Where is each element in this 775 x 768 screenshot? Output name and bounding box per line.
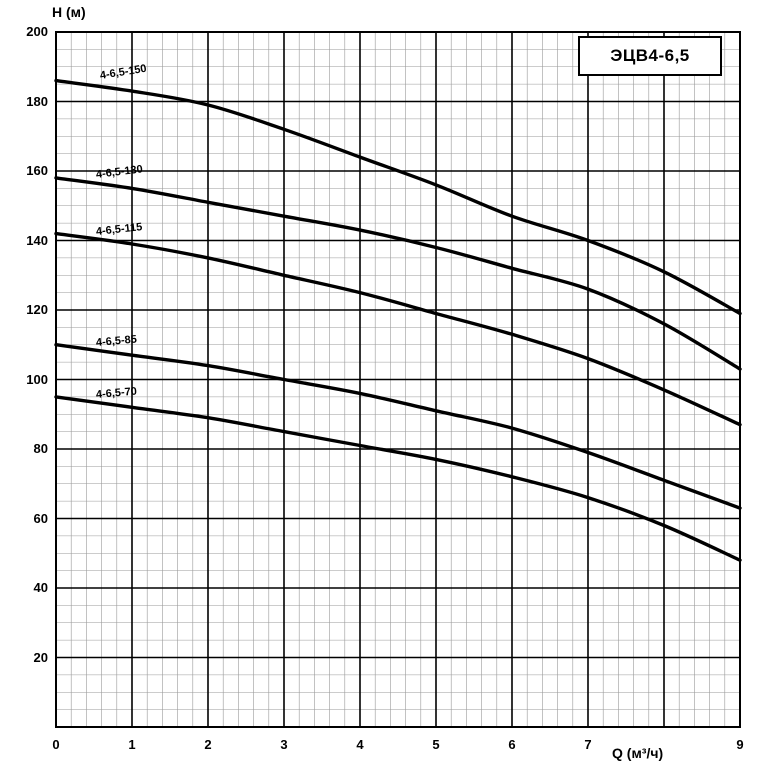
x-tick-5: 5	[432, 737, 440, 752]
curve-label-4-6,5-150: 4-6,5-150	[98, 63, 148, 83]
x-tick-0: 0	[52, 737, 60, 752]
model-legend-label: ЭЦВ4-6,5	[610, 46, 690, 65]
x-tick-4: 4	[356, 737, 364, 752]
curve-2	[56, 178, 740, 369]
x-tick-7: 7	[584, 737, 592, 752]
y-tick-60: 60	[33, 510, 48, 526]
y-tick-80: 80	[33, 441, 48, 456]
curve-label-4-6,5-130: 4-6,5-130	[95, 163, 144, 182]
y-tick-160: 160	[26, 163, 48, 178]
y-tick-180: 180	[26, 93, 48, 109]
y-tick-40: 40	[33, 580, 48, 595]
y-tick-140: 140	[26, 232, 48, 248]
y-tick-120: 120	[26, 302, 48, 317]
x-tick-1: 1	[128, 737, 136, 752]
y-tick-200: 200	[26, 24, 48, 39]
curve-label-4-6,5-85: 4-6,5-85	[95, 333, 138, 349]
curve-label-4-6,5-70: 4-6,5-70	[95, 385, 138, 402]
curve-label-4-6,5-115: 4-6,5-115	[95, 220, 143, 238]
x-tick-3: 3	[280, 737, 288, 752]
curve-3	[56, 234, 740, 425]
y-tick-100: 100	[26, 371, 48, 387]
x-tick-6: 6	[508, 737, 516, 752]
model-legend-box	[578, 36, 722, 76]
x-axis-title: Q (м³/ч)	[612, 745, 664, 761]
curve-group	[56, 81, 740, 561]
x-tick-9: 9	[736, 737, 744, 752]
x-tick-2: 2	[204, 737, 212, 752]
y-tick-20: 20	[33, 649, 48, 665]
curve-1	[56, 81, 740, 314]
y-axis-title: H (м)	[52, 4, 86, 20]
